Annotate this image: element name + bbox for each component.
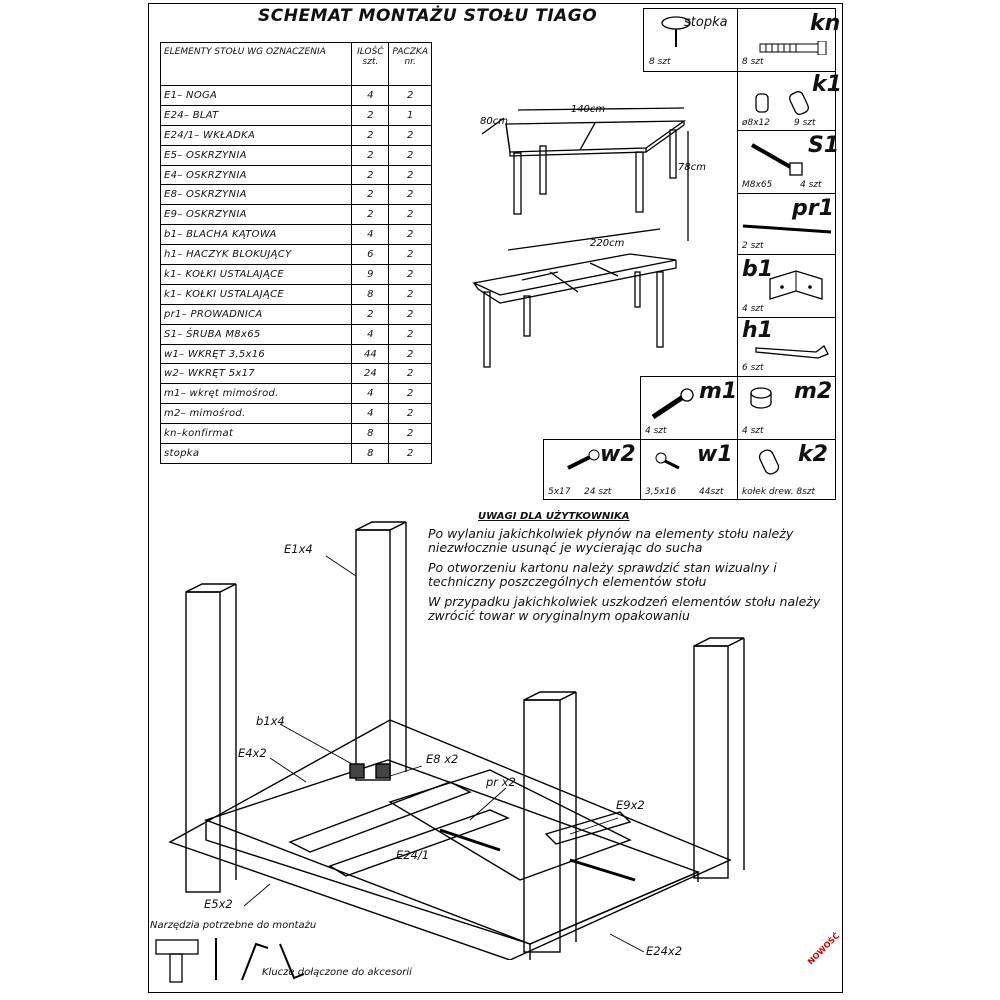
hardware-b1 [737,254,836,318]
parts-cell-pkg: 2 [389,86,432,106]
parts-cell-pkg: 2 [389,384,432,404]
hardware-m2 [737,376,836,440]
parts-cell-name: E9– OSKRZYNIA [161,205,352,225]
header-qty: ILOŚĆ szt. [352,43,389,86]
leg-back-left [356,530,390,780]
parts-cell-qty: 2 [352,145,389,165]
hardware-kn [737,8,841,72]
cam-screw-icon [649,387,699,421]
dim-78: 78cm [678,162,706,173]
parts-cell-name: stopka [161,444,352,464]
k2-size: kołek drew. 8szt [742,487,816,497]
parts-row [161,404,432,424]
parts-row [161,344,432,364]
hardware-stopka [643,8,738,72]
pr1-qty: 2 szt [742,241,764,251]
hardware-w2 [543,439,641,500]
hardware-h1 [737,317,836,377]
parts-cell-qty: 9 [352,265,389,285]
tools-needed-label: Narzędzia potrzebne do montażu [150,920,317,931]
parts-cell-name: w1– WKRĘT 3,5x16 [161,344,352,364]
note-3: W przypadku jakichkolwiek uszkodzeń elementów stołu należy zwrócić towar w oryginalnym opakowaniu [428,593,821,623]
dim-80: 80cm [480,116,508,127]
parts-row [161,165,432,185]
parts-cell-name: E24– BLAT [161,105,352,125]
m2-code: m2 [794,379,833,404]
parts-cell-qty: 4 [352,225,389,245]
parts-cell-qty: 24 [352,364,389,384]
parts-cell-pkg: 2 [389,205,432,225]
drawer-slide-icon [741,222,833,236]
s1-code: S1 [808,133,840,158]
w1-code: w1 [697,442,733,467]
parts-row [161,145,432,165]
parts-cell-pkg: 2 [389,324,432,344]
hammer-icon [156,940,198,954]
page-title: SCHEMAT MONTAŻU STOŁU TIAGO [258,6,598,26]
wood-screw-small-icon [651,448,691,472]
parts-cell-pkg: 2 [389,424,432,444]
label-e241: E24/1 [396,848,430,862]
k1-code: k1 [812,72,842,97]
parts-cell-name: m1– wkręt mimośrod. [161,384,352,404]
parts-row [161,284,432,304]
parts-row [161,225,432,245]
label-e1: E1x4 [284,542,313,556]
assembly-drawing [150,520,750,960]
hardware-m1 [640,376,738,440]
parts-cell-name: pr1– PROWADNICA [161,304,352,324]
parts-table [160,42,432,464]
parts-cell-qty: 2 [352,304,389,324]
corner-bracket-2 [376,764,390,778]
hardware-s1 [737,130,840,194]
cam-lock-icon [746,383,776,413]
leg-front-right [524,700,560,952]
small-table-top [506,121,684,152]
tools-keys-label: Klucze dołączone do akcesorii [262,967,412,978]
parts-cell-pkg: 2 [389,165,432,185]
parts-cell-name: E4– OSKRZYNIA [161,165,352,185]
parts-cell-qty: 4 [352,404,389,424]
label-e4: E4x2 [238,746,267,760]
parts-cell-qty: 4 [352,384,389,404]
parts-cell-name: b1– BLACHA KĄTOWA [161,225,352,245]
parts-row [161,125,432,145]
parts-row [161,304,432,324]
dim-220: 220cm [590,238,625,249]
note-1: Po wylaniu jakichkolwiek płynów na elementy stołu należy niezwłocznie usunąć je wycierając do sucha [428,525,794,555]
w2-code: w2 [600,442,636,467]
parts-row [161,265,432,285]
parts-cell-qty: 4 [352,324,389,344]
k1-size: ø8x12 [742,118,771,128]
locking-hook-icon [752,342,832,360]
parts-cell-pkg: 1 [389,105,432,125]
parts-row [161,324,432,344]
label-e8: E8 x2 [426,752,459,766]
parts-cell-pkg: 2 [389,284,432,304]
w2-size: 5x17 [548,487,571,497]
s1-qty: 4 szt [800,180,822,190]
kn-qty: 8 szt [742,57,764,67]
parts-cell-pkg: 2 [389,185,432,205]
parts-cell-qty: 2 [352,125,389,145]
m2-qty: 4 szt [742,426,764,436]
hardware-k2 [737,439,836,500]
hardware-k1 [737,71,842,131]
k2-code: k2 [798,442,828,467]
dowel-pin-icon [752,88,822,118]
label-e9: E9x2 [616,798,645,812]
dim-140: 140cm [570,104,606,115]
parts-cell-pkg: 2 [389,404,432,424]
leg-back-right [694,646,728,878]
corner-bracket-1 [350,764,364,778]
new-badge: NOWOŚĆ [806,931,842,967]
parts-cell-pkg: 2 [389,145,432,165]
leg-front-left [186,592,220,892]
m1-code: m1 [699,379,738,404]
parts-cell-qty: 2 [352,165,389,185]
parts-row [161,444,432,464]
parts-row [161,245,432,265]
parts-cell-name: E24/1– WKŁADKA [161,125,352,145]
parts-cell-qty: 2 [352,185,389,205]
parts-cell-name: E1– NOGA [161,86,352,106]
bolt-icon [748,139,808,179]
header-package: PACZKA nr. [389,43,432,86]
parts-cell-qty: 4 [352,86,389,106]
w1-size: 3,5x16 [645,487,677,497]
kn-code: kn [810,11,841,36]
hardware-w1 [640,439,738,500]
wood-screw-large-icon [562,448,602,472]
k1-qty: 9 szt [794,118,816,128]
parts-row [161,384,432,404]
pr1-code: pr1 [792,196,834,221]
w2-qty: 24 szt [584,487,612,497]
h1-code: h1 [742,318,773,343]
parts-cell-name: S1– ŚRUBA M8x65 [161,324,352,344]
m1-qty: 4 szt [645,426,667,436]
parts-cell-pkg: 2 [389,444,432,464]
parts-cell-pkg: 2 [389,304,432,324]
parts-row [161,424,432,444]
parts-cell-qty: 44 [352,344,389,364]
parts-row [161,86,432,106]
parts-cell-name: kn–konfirmat [161,424,352,444]
slide-rail-1 [440,830,500,850]
parts-cell-pkg: 2 [389,344,432,364]
parts-cell-pkg: 2 [389,245,432,265]
parts-row [161,205,432,225]
parts-cell-name: E8– OSKRZYNIA [161,185,352,205]
h1-qty: 6 szt [742,363,764,373]
label-pr: pr x2 [486,775,516,789]
parts-row [161,185,432,205]
parts-cell-qty: 2 [352,105,389,125]
parts-cell-name: w2– WKRĘT 5x17 [161,364,352,384]
b1-qty: 4 szt [742,304,764,314]
slide-rail-2 [570,860,635,880]
parts-cell-pkg: 2 [389,225,432,245]
note-2: Po otworzeniu kartonu należy sprawdzić stan wizualny i techniczny poszczególnych elementów stołu [428,559,777,589]
stopka-qty: 8 szt [649,57,671,67]
parts-row [161,105,432,125]
parts-cell-pkg: 2 [389,265,432,285]
parts-cell-pkg: 2 [389,364,432,384]
parts-cell-qty: 8 [352,284,389,304]
b1-code: b1 [742,257,774,282]
parts-row [161,364,432,384]
label-e24: E24x2 [646,944,683,958]
parts-cell-name: k1– KOŁKI USTALAJĄCE [161,265,352,285]
hardware-pr1 [737,193,836,255]
label-b1: b1x4 [256,714,285,728]
stopka-label: stopka [684,15,728,30]
parts-cell-qty: 8 [352,444,389,464]
s1-size: M8x65 [742,180,773,190]
parts-cell-name: E5– OSKRZYNIA [161,145,352,165]
confirmat-screw-icon [758,41,828,55]
parts-cell-name: m2– mimośrod. [161,404,352,424]
label-e5: E5x2 [204,897,233,911]
parts-cell-qty: 6 [352,245,389,265]
apron-frame [206,760,698,944]
header-elements: ELEMENTY STOŁU WG OZNACZENIA [161,43,352,86]
parts-cell-qty: 2 [352,205,389,225]
parts-cell-qty: 8 [352,424,389,444]
notes-heading: UWAGI DLA UŻYTKOWNIKA [478,511,630,522]
parts-cell-name: k1– KOŁKI USTALAJĄCE [161,284,352,304]
wooden-dowel-icon [756,444,796,478]
table-drawings [440,96,740,386]
tools-drawing [154,934,314,986]
w1-qty: 44szt [699,487,724,497]
corner-bracket-icon [766,265,826,303]
parts-cell-name: h1– HACZYK BLOKUJĄCY [161,245,352,265]
parts-cell-pkg: 2 [389,125,432,145]
